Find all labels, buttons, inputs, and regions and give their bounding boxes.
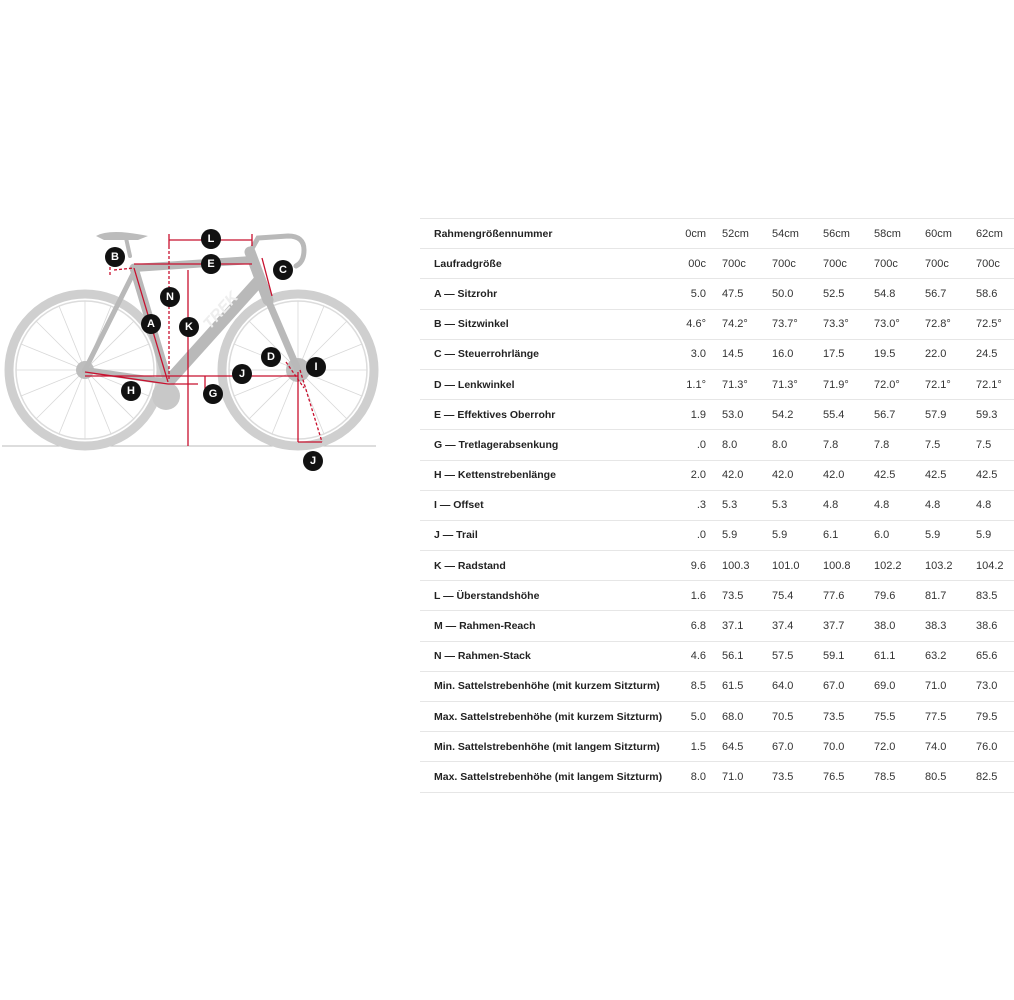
cell-value: 00c [648, 249, 716, 279]
cell-value: 72.0 [868, 732, 919, 762]
cell-value: 38.0 [868, 611, 919, 641]
cell-value: 77.5 [919, 702, 970, 732]
cell-value: 67.0 [766, 732, 817, 762]
cell-value: 59.3 [970, 400, 1014, 430]
cell-value: 73.0 [970, 671, 1014, 701]
cell-value: 54.2 [766, 400, 817, 430]
size-header: 58cm [868, 219, 919, 249]
cell-value: 4.8 [868, 490, 919, 520]
cell-value: 70.5 [766, 702, 817, 732]
table-row [420, 400, 1014, 430]
size-header: 54cm [766, 219, 817, 249]
cell-value: 7.8 [817, 430, 868, 460]
marker-I [306, 357, 326, 377]
cell-value: 61.1 [868, 641, 919, 671]
svg-text:B: B [111, 251, 119, 263]
size-header: 60cm [919, 219, 970, 249]
row-label: I — Offset [420, 490, 648, 520]
cell-value: 81.7 [919, 581, 970, 611]
bike-geometry-diagram [0, 200, 380, 490]
cell-value: 72.1° [970, 369, 1014, 399]
cell-value: .3 [648, 490, 716, 520]
cell-value: 56.1 [716, 641, 766, 671]
cell-value: 72.5° [970, 309, 1014, 339]
cell-value: 73.7° [766, 309, 817, 339]
geometry-table [420, 218, 1014, 793]
size-header: 56cm [817, 219, 868, 249]
cell-value: 50.0 [766, 279, 817, 309]
cell-value: 72.8° [919, 309, 970, 339]
marker-N [160, 287, 180, 307]
cell-value: 42.0 [766, 460, 817, 490]
cell-value: 70.0 [817, 732, 868, 762]
cell-value: 5.9 [970, 520, 1014, 550]
marker-E [201, 254, 221, 274]
row-label: Laufradgröße [420, 249, 648, 279]
cell-value: .0 [648, 430, 716, 460]
row-label: K — Radstand [420, 551, 648, 581]
cell-value: 22.0 [919, 339, 970, 369]
size-header: 0cm [648, 219, 716, 249]
header-label: Rahmengrößennummer [420, 219, 648, 249]
row-label: Min. Sattelstrebenhöhe (mit langem Sitzturm) [420, 732, 648, 762]
cell-value: 2.0 [648, 460, 716, 490]
cell-value: 5.3 [766, 490, 817, 520]
table-row [420, 520, 1014, 550]
row-label: A — Sitzrohr [420, 279, 648, 309]
cell-value: 73.5 [817, 702, 868, 732]
cell-value: 1.5 [648, 732, 716, 762]
cell-value: 72.0° [868, 369, 919, 399]
cell-value: 4.8 [817, 490, 868, 520]
cell-value: 73.5 [716, 581, 766, 611]
cell-value: 56.7 [919, 279, 970, 309]
cell-value: 7.8 [868, 430, 919, 460]
cell-value: 56.7 [868, 400, 919, 430]
cell-value: 6.0 [868, 520, 919, 550]
cell-value: 16.0 [766, 339, 817, 369]
svg-text:N: N [166, 291, 174, 303]
cell-value: 79.6 [868, 581, 919, 611]
cell-value: 9.6 [648, 551, 716, 581]
cell-value: 5.9 [716, 520, 766, 550]
cell-value: 1.6 [648, 581, 716, 611]
size-header: 62cm [970, 219, 1014, 249]
cell-value: 8.0 [766, 430, 817, 460]
cell-value: 6.8 [648, 611, 716, 641]
cell-value: 76.5 [817, 762, 868, 792]
cell-value: 42.0 [716, 460, 766, 490]
cell-value: 700c [766, 249, 817, 279]
cell-value: 71.0 [716, 762, 766, 792]
table-row [420, 551, 1014, 581]
saddle [96, 232, 148, 240]
cell-value: 74.2° [716, 309, 766, 339]
row-label: Max. Sattelstrebenhöhe (mit kurzem Sitzturm) [420, 702, 648, 732]
cell-value: 73.3° [817, 309, 868, 339]
cell-value: 37.1 [716, 611, 766, 641]
row-label: L — Überstandshöhe [420, 581, 648, 611]
cell-value: 100.3 [716, 551, 766, 581]
cell-value: 5.0 [648, 702, 716, 732]
cell-value: 5.3 [716, 490, 766, 520]
table-row [420, 430, 1014, 460]
cell-value: 57.5 [766, 641, 817, 671]
cell-value: 700c [970, 249, 1014, 279]
svg-text:J: J [309, 455, 317, 467]
cell-value: 82.5 [970, 762, 1014, 792]
cell-value: 79.5 [970, 702, 1014, 732]
cell-value: 700c [716, 249, 766, 279]
svg-text:J: J [238, 368, 246, 380]
cell-value: 37.7 [817, 611, 868, 641]
table-row [420, 369, 1014, 399]
table-row [420, 460, 1014, 490]
cell-value: 42.5 [868, 460, 919, 490]
marker-K [232, 364, 252, 384]
cell-value: 700c [817, 249, 868, 279]
cell-value: 5.0 [648, 279, 716, 309]
table-row [420, 732, 1014, 762]
cell-value: 102.2 [868, 551, 919, 581]
cell-value: 59.1 [817, 641, 868, 671]
table-row [420, 611, 1014, 641]
svg-text:D: D [267, 351, 275, 363]
row-label: Max. Sattelstrebenhöhe (mit langem Sitzturm) [420, 762, 648, 792]
svg-text:E: E [207, 258, 215, 270]
cell-value: 61.5 [716, 671, 766, 701]
cell-value: 42.5 [919, 460, 970, 490]
cell-value: 17.5 [817, 339, 868, 369]
cell-value: 4.6° [648, 309, 716, 339]
svg-text:A: A [147, 318, 155, 330]
cell-value: 19.5 [868, 339, 919, 369]
marker-C [273, 260, 293, 280]
marker-A [141, 314, 161, 334]
table-header-row [420, 219, 1014, 249]
cell-value: 4.8 [919, 490, 970, 520]
cell-value: 8.0 [648, 762, 716, 792]
svg-text:H: H [127, 385, 135, 397]
table-row [420, 279, 1014, 309]
cell-value: 74.0 [919, 732, 970, 762]
cell-value: 103.2 [919, 551, 970, 581]
cell-value: 76.0 [970, 732, 1014, 762]
marker-D [261, 347, 281, 367]
table-row [420, 671, 1014, 701]
cell-value: 67.0 [817, 671, 868, 701]
row-label: B — Sitzwinkel [420, 309, 648, 339]
cell-value: 700c [919, 249, 970, 279]
row-label: D — Lenkwinkel [420, 369, 648, 399]
marker-J [303, 451, 323, 471]
table-row [420, 702, 1014, 732]
cell-value: 64.0 [766, 671, 817, 701]
frame-brand-text: TREK [200, 288, 243, 333]
cell-value: 77.6 [817, 581, 868, 611]
cell-value: 104.2 [970, 551, 1014, 581]
cell-value: 5.9 [766, 520, 817, 550]
cell-value: 68.0 [716, 702, 766, 732]
row-label: C — Steuerrohrlänge [420, 339, 648, 369]
cell-value: 71.0 [919, 671, 970, 701]
cell-value: 24.5 [970, 339, 1014, 369]
geometry-table-container [420, 218, 1004, 793]
cell-value: 3.0 [648, 339, 716, 369]
cell-value: 5.9 [919, 520, 970, 550]
svg-text:C: C [279, 264, 287, 276]
table-row [420, 490, 1014, 520]
marker-M [201, 229, 221, 249]
cell-value: 14.5 [716, 339, 766, 369]
svg-text:G: G [208, 388, 218, 400]
row-label: G — Tretlagerabsenkung [420, 430, 648, 460]
cell-value: 6.1 [817, 520, 868, 550]
cell-value: 8.0 [716, 430, 766, 460]
cell-value: 83.5 [970, 581, 1014, 611]
cell-value: 58.6 [970, 279, 1014, 309]
cell-value: 37.4 [766, 611, 817, 641]
svg-text:L: L [207, 233, 215, 245]
cell-value: 42.0 [817, 460, 868, 490]
cell-value: 4.8 [970, 490, 1014, 520]
cell-value: 71.3° [716, 369, 766, 399]
cell-value: 63.2 [919, 641, 970, 671]
cell-value: 47.5 [716, 279, 766, 309]
cell-value: 72.1° [919, 369, 970, 399]
cell-value: 7.5 [919, 430, 970, 460]
size-header: 52cm [716, 219, 766, 249]
row-label: Min. Sattelstrebenhöhe (mit kurzem Sitzturm) [420, 671, 648, 701]
cell-value: 700c [868, 249, 919, 279]
table-row [420, 339, 1014, 369]
marker-L [179, 317, 199, 337]
row-label: N — Rahmen-Stack [420, 641, 648, 671]
table-row [420, 581, 1014, 611]
cell-value: 71.3° [766, 369, 817, 399]
cell-value: 38.6 [970, 611, 1014, 641]
cell-value: 53.0 [716, 400, 766, 430]
marker-G [203, 384, 223, 404]
cell-value: 54.8 [868, 279, 919, 309]
row-label: M — Rahmen-Reach [420, 611, 648, 641]
cell-value: 42.5 [970, 460, 1014, 490]
row-label: E — Effektives Oberrohr [420, 400, 648, 430]
table-row [420, 249, 1014, 279]
cell-value: 55.4 [817, 400, 868, 430]
table-row [420, 309, 1014, 339]
marker-B [105, 247, 125, 267]
table-row [420, 641, 1014, 671]
cell-value: 8.5 [648, 671, 716, 701]
cell-value: 57.9 [919, 400, 970, 430]
cell-value: 52.5 [817, 279, 868, 309]
svg-text:K: K [185, 321, 193, 333]
table-row [420, 762, 1014, 792]
cell-value: 69.0 [868, 671, 919, 701]
row-label: H — Kettenstrebenlänge [420, 460, 648, 490]
cell-value: 101.0 [766, 551, 817, 581]
cell-value: 65.6 [970, 641, 1014, 671]
cell-value: 73.5 [766, 762, 817, 792]
svg-text:I: I [314, 361, 318, 373]
cell-value: 38.3 [919, 611, 970, 641]
cell-value: 100.8 [817, 551, 868, 581]
cell-value: 1.1° [648, 369, 716, 399]
cell-value: 4.6 [648, 641, 716, 671]
cell-value: 64.5 [716, 732, 766, 762]
cell-value: 75.4 [766, 581, 817, 611]
marker-H [121, 381, 141, 401]
cell-value: 71.9° [817, 369, 868, 399]
chainring [152, 382, 180, 410]
cell-value: 78.5 [868, 762, 919, 792]
cell-value: .0 [648, 520, 716, 550]
cell-value: 1.9 [648, 400, 716, 430]
cell-value: 73.0° [868, 309, 919, 339]
cell-value: 7.5 [970, 430, 1014, 460]
cell-value: 75.5 [868, 702, 919, 732]
cell-value: 80.5 [919, 762, 970, 792]
row-label: J — Trail [420, 520, 648, 550]
